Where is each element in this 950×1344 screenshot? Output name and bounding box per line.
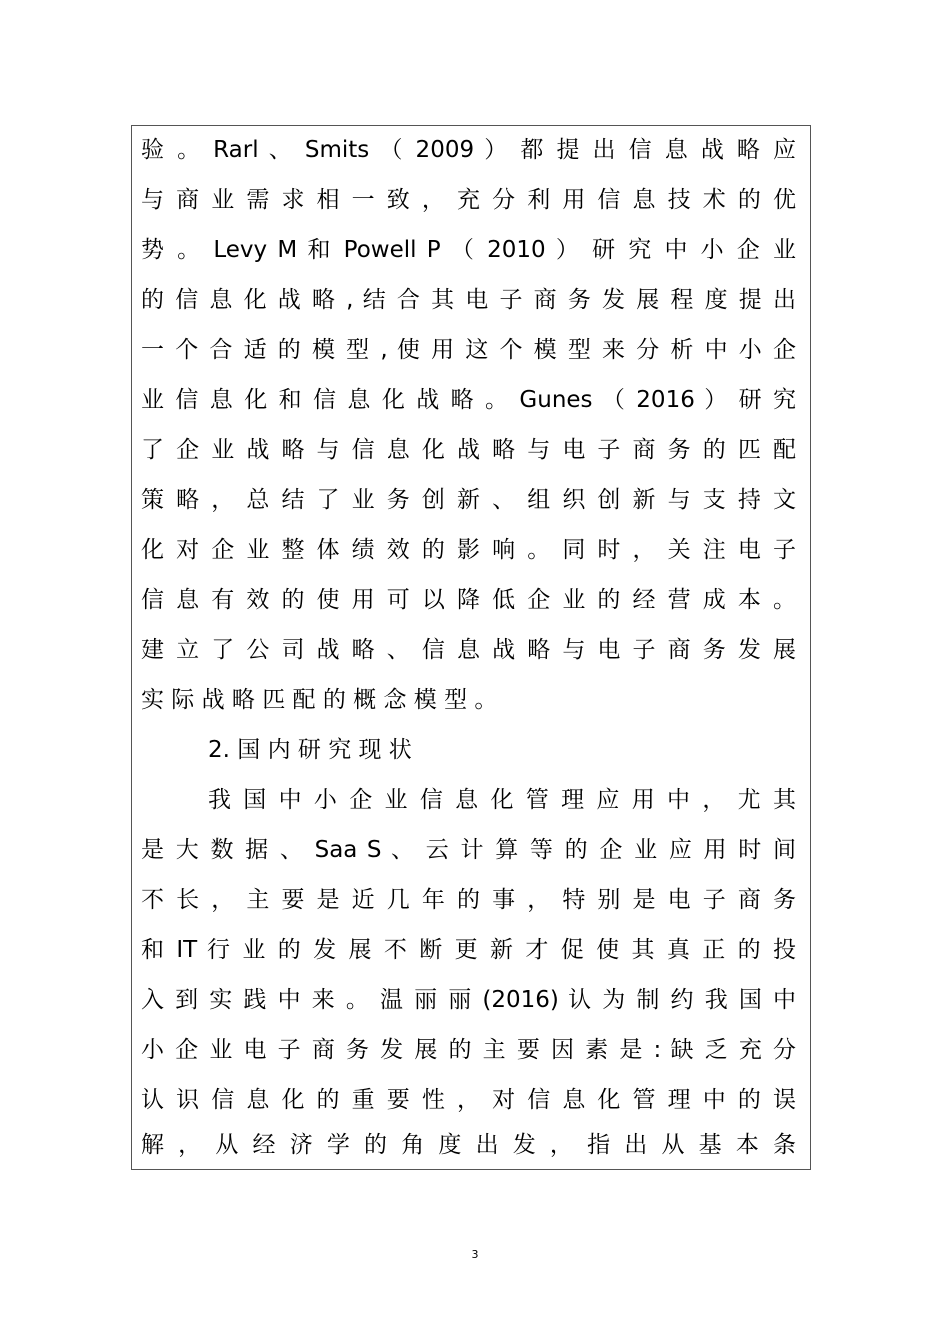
text-line: 信 息 有 效 的 使 用 可 以 降 低 企 业 的 经 营 成 本 。 [141, 587, 796, 613]
text-line: 化 对 企 业 整 体 绩 效 的 影 响 。 同 时 ， 关 注 电 子 [141, 537, 796, 563]
text-line: 和 IT 行 业 的 发 展 不 断 更 新 才 促 使 其 真 正 的 投 [141, 937, 796, 963]
section-heading: 2. 国 内 研 究 现 状 [208, 737, 412, 763]
text-line: 解 ， 从 经 济 学 的 角 度 出 发 ， 指 出 从 基 本 条 [141, 1132, 796, 1158]
text-line: 建 立 了 公 司 战 略 、 信 息 战 略 与 电 子 商 务 发 展 [141, 637, 796, 663]
text-line: 业 信 息 化 和 信 息 化 战 略 。 Gunes （ 2016 ） 研 究 [141, 387, 796, 413]
text-line: 小 企 业 电 子 商 务 发 展 的 主 要 因 素 是 : 缺 乏 充 分 [141, 1037, 796, 1063]
text-line: 入 到 实 践 中 来 。 温 丽 丽 (2016) 认 为 制 约 我 国 中 [141, 987, 796, 1013]
text-line: 与 商 业 需 求 相 一 致 ， 充 分 利 用 信 息 技 术 的 优 [141, 187, 796, 213]
bordered-text-box [131, 125, 811, 1170]
text-line: 实 际 战 略 匹 配 的 概 念 模 型 。 [141, 687, 498, 713]
page-number: 3 [471, 1248, 479, 1261]
text-line: 势 。 Levy M 和 Powell P （ 2010 ） 研 究 中 小 企 业 [141, 237, 796, 263]
text-line: 我 国 中 小 企 业 信 息 化 管 理 应 用 中 ， 尤 其 [208, 787, 796, 813]
text-line: 一 个 合 适 的 模 型 , 使 用 这 个 模 型 来 分 析 中 小 企 [141, 337, 796, 363]
text-line: 是 大 数 据 、 Saa S 、 云 计 算 等 的 企 业 应 用 时 间 [141, 837, 796, 863]
text-line: 的 信 息 化 战 略 , 结 合 其 电 子 商 务 发 展 程 度 提 出 [141, 287, 796, 313]
text-line: 不 长 ， 主 要 是 近 几 年 的 事 ， 特 别 是 电 子 商 务 [141, 887, 796, 913]
text-line: 验 。 Rarl 、 Smits （ 2009 ） 都 提 出 信 息 战 略 应 [141, 137, 796, 163]
text-line: 了 企 业 战 略 与 信 息 化 战 略 与 电 子 商 务 的 匹 配 [141, 437, 796, 463]
text-line: 策 略 ， 总 结 了 业 务 创 新 、 组 织 创 新 与 支 持 文 [141, 487, 796, 513]
text-line: 认 识 信 息 化 的 重 要 性 ， 对 信 息 化 管 理 中 的 误 [141, 1087, 796, 1113]
